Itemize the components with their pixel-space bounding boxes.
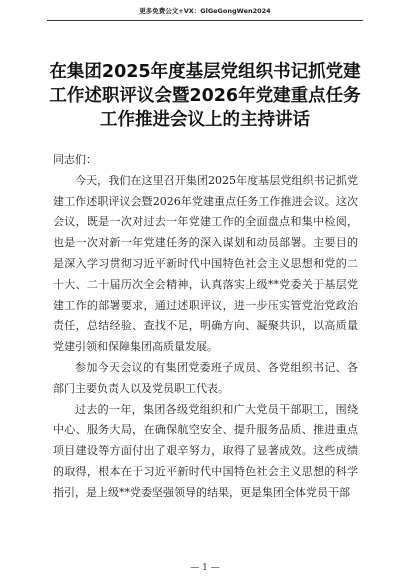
body-paragraph: 今天，我们在这里召开集团2025年度基层党组织书记抓党建工作述职评议会暨2026年党建重点任务工作推进会议。这次会议，既是一次对过去一年党建工作的全面盘点和集中检阅，也是一次对新一年党建任务的深入谋划和动员部署。主要目的是深入学习贯彻习近平新时代中国特色社会主义思想和党的二十大、二十届历次全会精神，认真落实上级**党委关于基层党建工作的部署要求，通过述职评议，进一步压实管党治党政治责任，总结经验、查找不足，明确方向、凝聚共识，以高质量党建引领和保障集团高质量发展。	[53, 173, 358, 354]
salutation: 同志们：	[53, 153, 97, 166]
body-paragraph: 过去的一年，集团各级党组织和广大党员干部职工，围绕中心、服务大局，在确保航空安全、提升服务品质、推进重点项目建设等方面付出了艰辛努力，取得了显著成效。这些成绩的取得，根本在于习近平新时代中国特色社会主义思想的科学指引，是上级**党委坚强领导的结果，更是集团全体党员干部	[53, 402, 358, 499]
page-header: 更多免费公文+VX：GlGeGongWen2024	[139, 7, 271, 15]
body-paragraph: 参加今天会议的有集团党委班子成员、各党组织书记、各部门主要负责人以及党员职工代表。	[53, 360, 358, 395]
title-line: 工作述职评议会暨2026年党建重点任务	[49, 86, 361, 106]
title-line: 工作推进会议上的主持讲话	[100, 110, 310, 130]
document-title	[40, 60, 370, 132]
page-number: — 1 —	[190, 563, 220, 573]
document-body	[53, 150, 358, 504]
title-line: 在集团2025年度基层党组织书记抓党建	[49, 62, 361, 82]
header-divider	[47, 20, 363, 21]
